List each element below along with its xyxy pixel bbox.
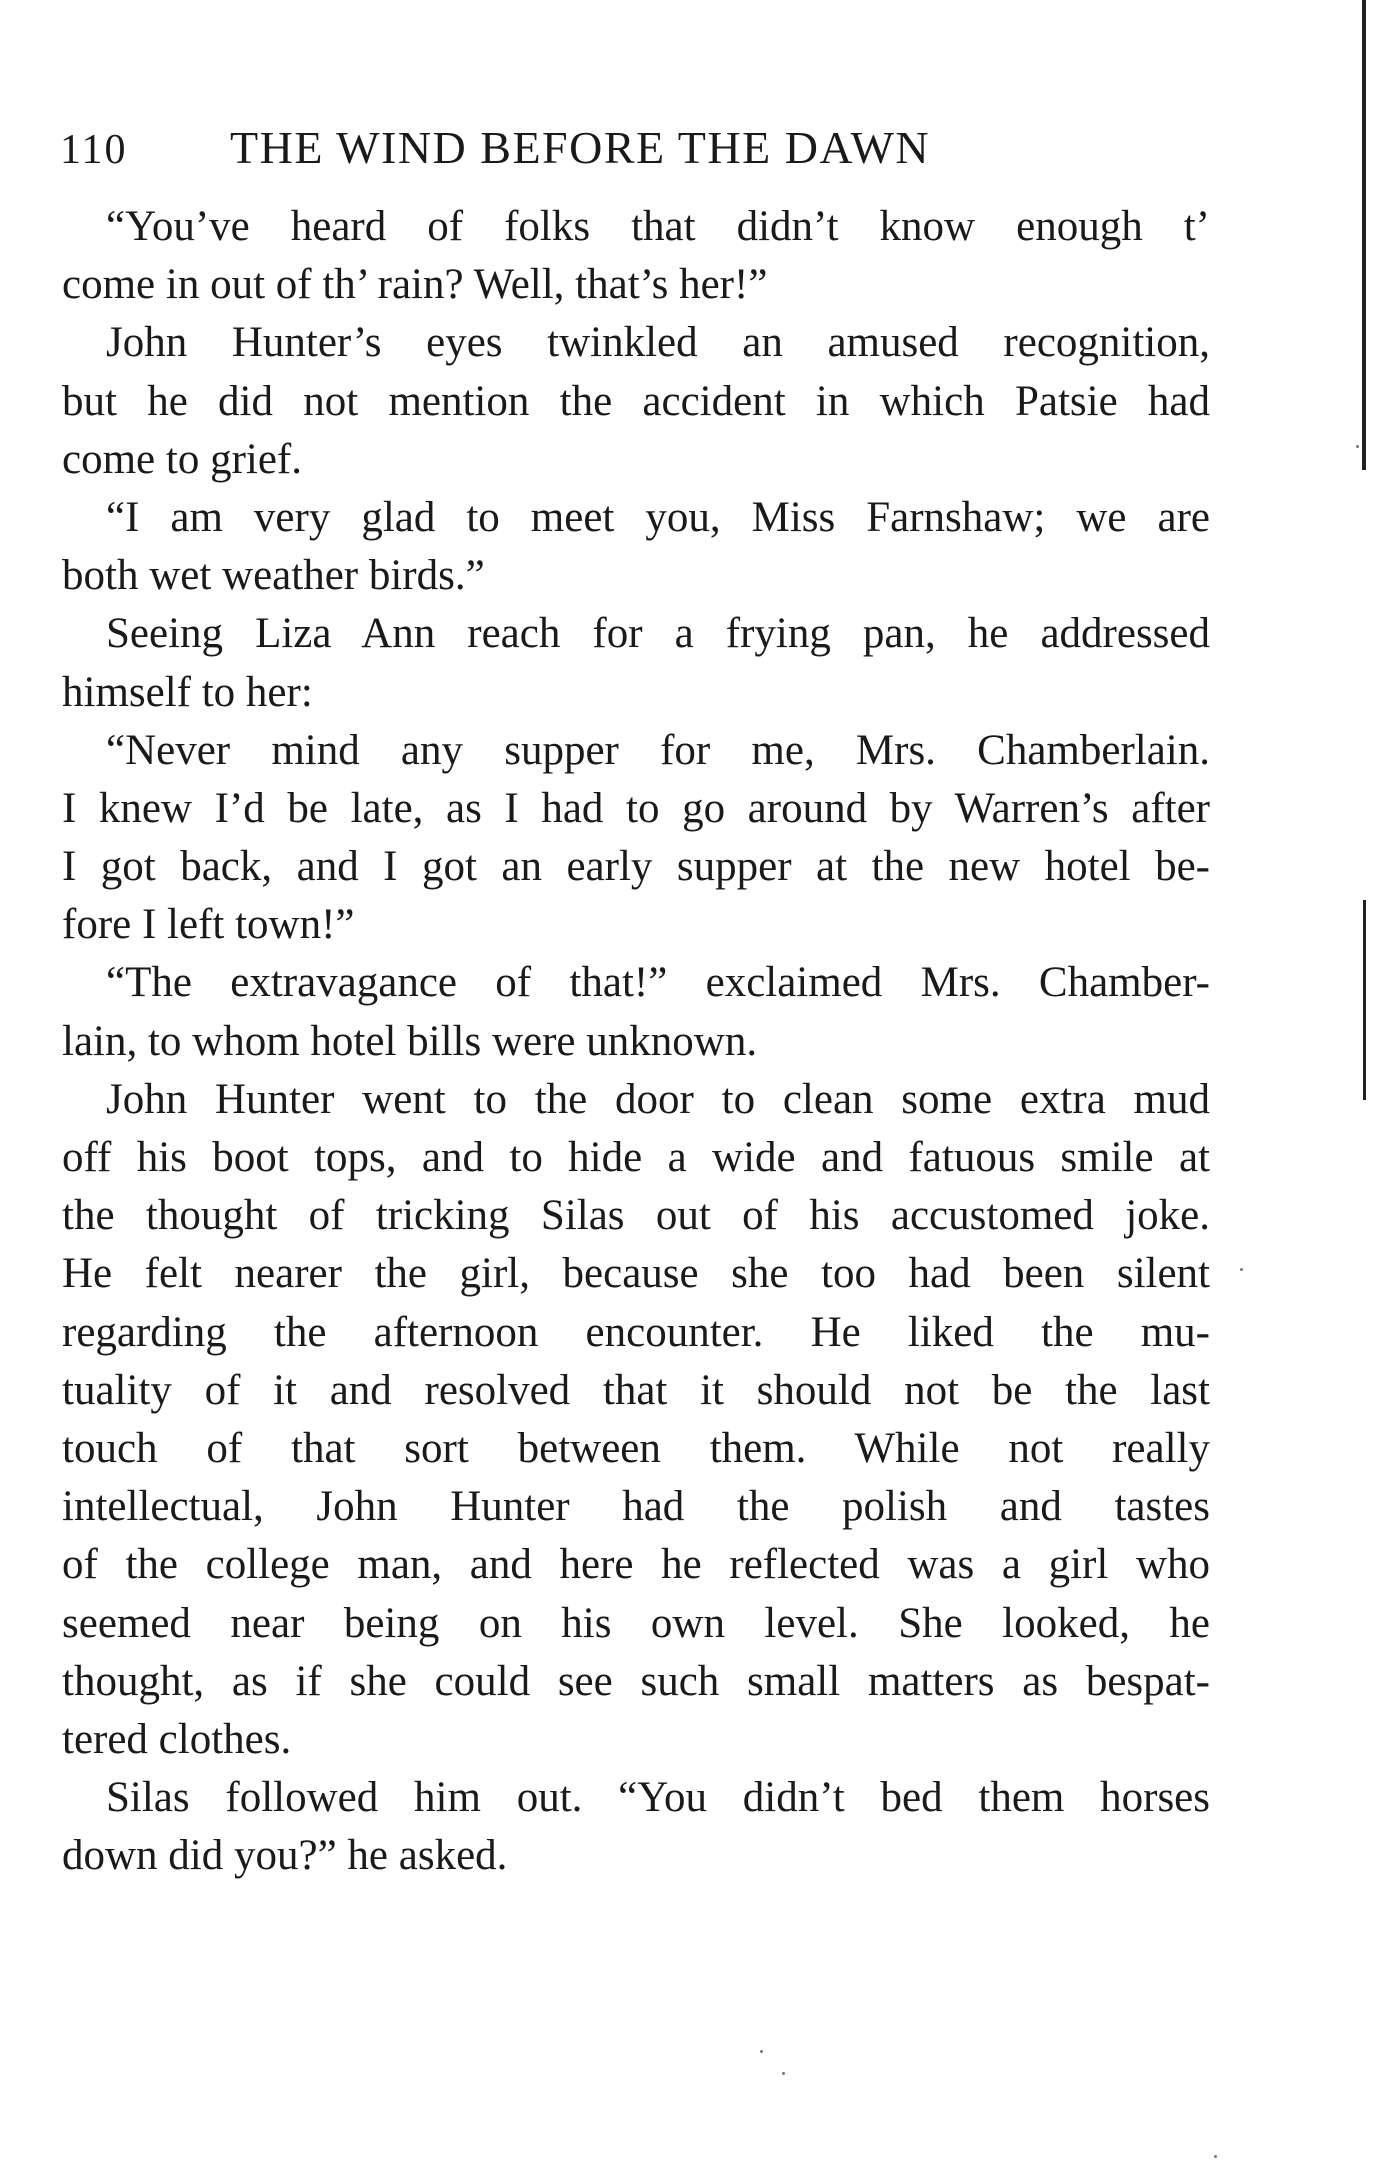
text-line: I got back, and I got an early supper at the new hotel be- (62, 843, 1210, 891)
text-line: I knew I’d be late, as I had to go around by Warren’s after (62, 784, 1210, 832)
text-line: “The extravagance of that!” exclaimed Mrs. Chamber- (106, 959, 1210, 1007)
margin-scan-line (1363, 900, 1366, 1100)
text-line: the thought of tricking Silas out of his accustomed joke. (62, 1192, 1210, 1240)
text-line: He felt nearer the girl, because she too had been silent (62, 1250, 1210, 1298)
text-line: tered clothes. (62, 1715, 292, 1763)
text-line: John Hunter’s eyes twinkled an amused recognition, (106, 319, 1210, 367)
text-line: “Never mind any supper for me, Mrs. Chamberlain. (106, 726, 1210, 774)
running-title: THE WIND BEFORE THE DAWN (230, 122, 931, 173)
text-line: but he did not mention the accident in which Patsie had (62, 377, 1210, 425)
text-line: regarding the afternoon encounter. He liked the mu- (62, 1308, 1210, 1356)
text-line: thought, as if she could see such small matters as bespat- (62, 1657, 1210, 1705)
margin-scan-line (1362, 0, 1366, 470)
text-line: come to grief. (62, 435, 302, 483)
scan-speck (1356, 445, 1359, 448)
scan-speck (1214, 2155, 1217, 2158)
text-line: Silas followed him out. “You didn’t bed them horses (106, 1774, 1210, 1822)
text-line: seemed near being on his own level. She looked, he (62, 1599, 1210, 1647)
running-head (60, 118, 1210, 178)
text-line: off his boot tops, and to hide a wide and fatuous smile at (62, 1134, 1210, 1181)
text-line: intellectual, John Hunter had the polish and tastes (62, 1483, 1210, 1531)
text-line: of the college man, and here he reflected was a girl who (62, 1541, 1210, 1589)
text-line: lain, to whom hotel bills were unknown. (62, 1017, 758, 1065)
scan-speck (1240, 1268, 1243, 1271)
text-line: touch of that sort between them. While not really (62, 1424, 1210, 1472)
text-line: both wet weather birds.” (62, 552, 485, 600)
text-line: “You’ve heard of folks that didn’t know enough t’ (106, 203, 1210, 250)
text-line: Seeing Liza Ann reach for a frying pan, he addressed (106, 610, 1210, 658)
page-number: 110 (60, 127, 128, 173)
text-line: come in out of th’ rain? Well, that’s her!” (62, 261, 768, 309)
text-line: John Hunter went to the door to clean some extra mud (106, 1075, 1210, 1123)
text-line: fore I left town!” (62, 901, 355, 949)
scan-speck (782, 2072, 785, 2075)
text-line: himself to her: (62, 668, 313, 716)
scan-speck (760, 2050, 763, 2053)
text-line: tuality of it and resolved that it should not be the last (62, 1366, 1210, 1414)
body-text (62, 198, 1210, 1885)
text-line: down did you?” he asked. (62, 1832, 508, 1880)
text-line: “I am very glad to meet you, Miss Farnshaw; we are (106, 493, 1210, 541)
